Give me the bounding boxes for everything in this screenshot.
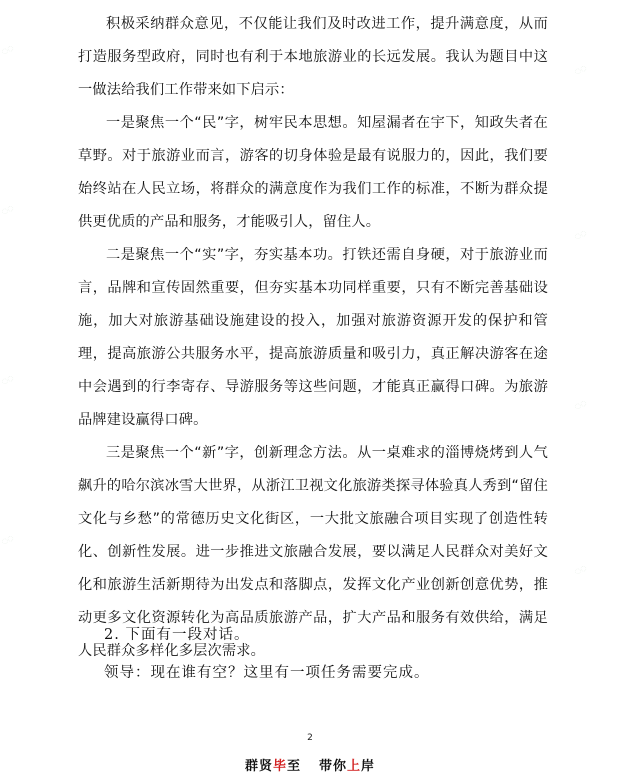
footer-text-1: 群贤 [244,759,273,774]
watermark-icon: ◌◌ [0,373,15,387]
footer-text-3: 带你 [319,759,348,774]
footer-text-accent-2: 上 [347,759,362,774]
watermark-icon: ◌◌ [0,203,15,217]
paragraph-point-two: 二是聚焦一个“实”字，夯实基本功。打铁还需自身硬，对于旅游业而言，品牌和宣传固然重要，但夯实基本功同样重要，只有不断完善基础设施，加大对旅游基础设施建设的投入，加强对旅游资源开发的保护和管理，提高旅游公共服务水平，提高旅游质量和吸引力，真正解决游客在途中会遇到的行李寄存、导游服务等这些问题，才能真正赢得口碑。为旅游品牌建设赢得口碑。 [78,247,548,428]
watermark-icon: ◌◌ [573,63,588,77]
watermark-icon: ◌◌ [573,563,588,577]
question-dialogue: 领导：现在谁有空？这里有一项任务需要完成。 [104,665,430,681]
question-heading: 2. 下面有一段对话。 [104,627,250,643]
footer-text-accent-1: 毕 [272,759,287,774]
footer-slogan [0,755,620,774]
answer-body [78,8,548,668]
paragraph-point-three: 三是聚焦一个“新”字，创新理念方法。从一桌难求的淄博烧烤到人气飙升的哈尔滨冰雪大世界，从浙江卫视文化旅游类探寻体验真人秀到“留住文化与乡愁”的常德历史文化街区，一大批文旅融合项目实现了创造性转化、创新性发展。进一步推进文旅融合发展，要以满足人民群众对美好文化和旅游生活新期待为出发点和落脚点，发挥文化产业创新创意优势，推动更多文化资源转化为高品质旅游产品，扩大产品和服务有效供给，满足人民群众多样化多层次需求。 [78,445,548,659]
paragraph-point-one: 一是聚焦一个“民”字，树牢民本思想。知屋漏者在宇下，知政失者在草野。对于旅游业而言，游客的切身体验是最有说服力的，因此，我们要始终站在人民立场，将群众的满意度作为我们工作的标准，不断为群众提供更优质的产品和服务，才能吸引人，留住人。 [78,115,548,230]
watermark-icon: ◌◌ [573,228,588,242]
footer-text-4: 岸 [361,759,376,774]
footer-text-2: 至 [286,759,301,774]
watermark-icon: ◌◌ [0,533,15,547]
paragraph-intro: 积极采纳群众意见，不仅能让我们及时改进工作，提升满意度，从而打造服务型政府，同时也有利于本地旅游业的长远发展。我认为题目中这一做法给我们工作带来如下启示： [78,16,548,98]
page-number: 2 [307,733,313,743]
watermark-icon: ◌◌ [0,43,15,57]
watermark-icon: ◌◌ [573,398,588,412]
